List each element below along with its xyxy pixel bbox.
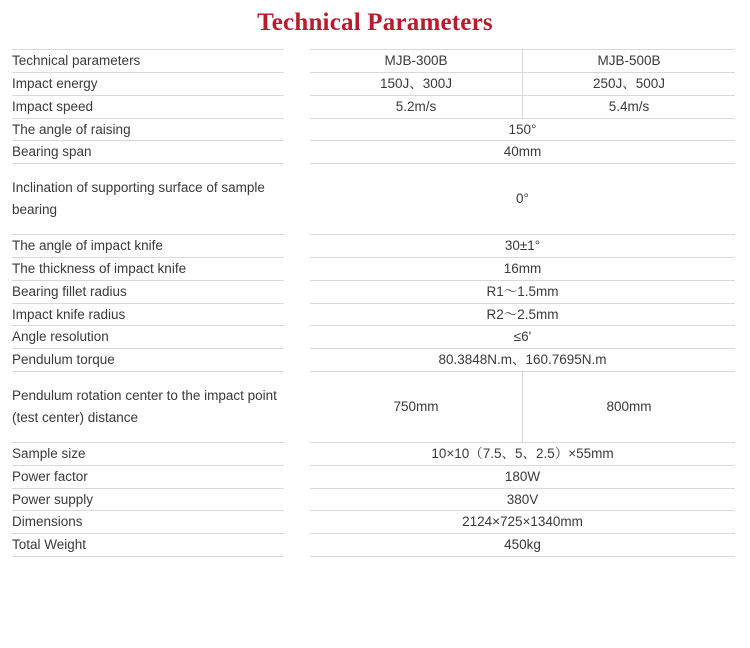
row-value-mjb500b: 800mm bbox=[523, 372, 736, 443]
row-label: The angle of raising bbox=[12, 118, 284, 141]
table-row bbox=[12, 72, 735, 95]
row-value-shared: 180W bbox=[310, 465, 735, 488]
row-label: Technical parameters bbox=[12, 50, 284, 73]
row-label: Bearing fillet radius bbox=[12, 280, 284, 303]
row-gap bbox=[284, 349, 310, 372]
technical-parameters-table bbox=[12, 49, 735, 557]
table-row bbox=[12, 164, 735, 235]
table-row bbox=[12, 511, 735, 534]
row-value-shared: 150° bbox=[310, 118, 735, 141]
table-body bbox=[12, 50, 735, 557]
row-label: Impact speed bbox=[12, 95, 284, 118]
row-value-shared: 30±1° bbox=[310, 235, 735, 258]
row-gap bbox=[284, 442, 310, 465]
row-gap bbox=[284, 164, 310, 235]
row-label: Pendulum torque bbox=[12, 349, 284, 372]
row-value-shared: R1～1.5mm bbox=[310, 280, 735, 303]
row-label: Dimensions bbox=[12, 511, 284, 534]
table-row bbox=[12, 372, 735, 443]
row-gap bbox=[284, 257, 310, 280]
row-value-mjb300b: MJB-300B bbox=[310, 50, 523, 73]
row-gap bbox=[284, 465, 310, 488]
row-gap bbox=[284, 50, 310, 73]
row-value-shared: 2124×725×1340mm bbox=[310, 511, 735, 534]
row-label: Impact energy bbox=[12, 72, 284, 95]
row-value-shared: 380V bbox=[310, 488, 735, 511]
row-label: Power factor bbox=[12, 465, 284, 488]
row-label: Bearing span bbox=[12, 141, 284, 164]
row-gap bbox=[284, 235, 310, 258]
table-row bbox=[12, 95, 735, 118]
row-label: The thickness of impact knife bbox=[12, 257, 284, 280]
table-row bbox=[12, 488, 735, 511]
row-gap bbox=[284, 72, 310, 95]
page-title: Technical Parameters bbox=[257, 9, 493, 36]
row-gap bbox=[284, 95, 310, 118]
table-row bbox=[12, 235, 735, 258]
table-row bbox=[12, 534, 735, 557]
row-gap bbox=[284, 141, 310, 164]
row-gap bbox=[284, 511, 310, 534]
row-gap bbox=[284, 534, 310, 557]
row-value-shared: R2～2.5mm bbox=[310, 303, 735, 326]
row-label: Sample size bbox=[12, 442, 284, 465]
row-value-shared: 0° bbox=[310, 164, 735, 235]
row-value-shared: 80.3848N.m、160.7695N.m bbox=[310, 349, 735, 372]
row-value-mjb500b: 5.4m/s bbox=[523, 95, 736, 118]
table-row bbox=[12, 442, 735, 465]
row-value-shared: ≤6' bbox=[310, 326, 735, 349]
table-row bbox=[12, 118, 735, 141]
row-value-shared: 40mm bbox=[310, 141, 735, 164]
table-row bbox=[12, 50, 735, 73]
row-gap bbox=[284, 488, 310, 511]
table-row bbox=[12, 465, 735, 488]
row-gap bbox=[284, 372, 310, 443]
row-value-mjb300b: 5.2m/s bbox=[310, 95, 523, 118]
row-value-shared: 10×10（7.5、5、2.5）×55mm bbox=[310, 442, 735, 465]
table-row bbox=[12, 280, 735, 303]
row-value-shared: 16mm bbox=[310, 257, 735, 280]
row-gap bbox=[284, 303, 310, 326]
table-row bbox=[12, 349, 735, 372]
row-value-mjb300b: 150J、300J bbox=[310, 72, 523, 95]
row-gap bbox=[284, 118, 310, 141]
row-label: Impact knife radius bbox=[12, 303, 284, 326]
row-label: Inclination of supporting surface of sample bearing bbox=[12, 164, 284, 235]
row-label: Pendulum rotation center to the impact point (test center) distance bbox=[12, 372, 284, 443]
row-label: Power supply bbox=[12, 488, 284, 511]
row-label: Total Weight bbox=[12, 534, 284, 557]
row-value-mjb500b: 250J、500J bbox=[523, 72, 736, 95]
table-row bbox=[12, 141, 735, 164]
row-label: Angle resolution bbox=[12, 326, 284, 349]
row-value-mjb300b: 750mm bbox=[310, 372, 523, 443]
row-value-shared: 450kg bbox=[310, 534, 735, 557]
row-gap bbox=[284, 280, 310, 303]
row-label: The angle of impact knife bbox=[12, 235, 284, 258]
row-gap bbox=[284, 326, 310, 349]
table-row bbox=[12, 326, 735, 349]
table-row bbox=[12, 303, 735, 326]
row-value-mjb500b: MJB-500B bbox=[523, 50, 736, 73]
table-row bbox=[12, 257, 735, 280]
